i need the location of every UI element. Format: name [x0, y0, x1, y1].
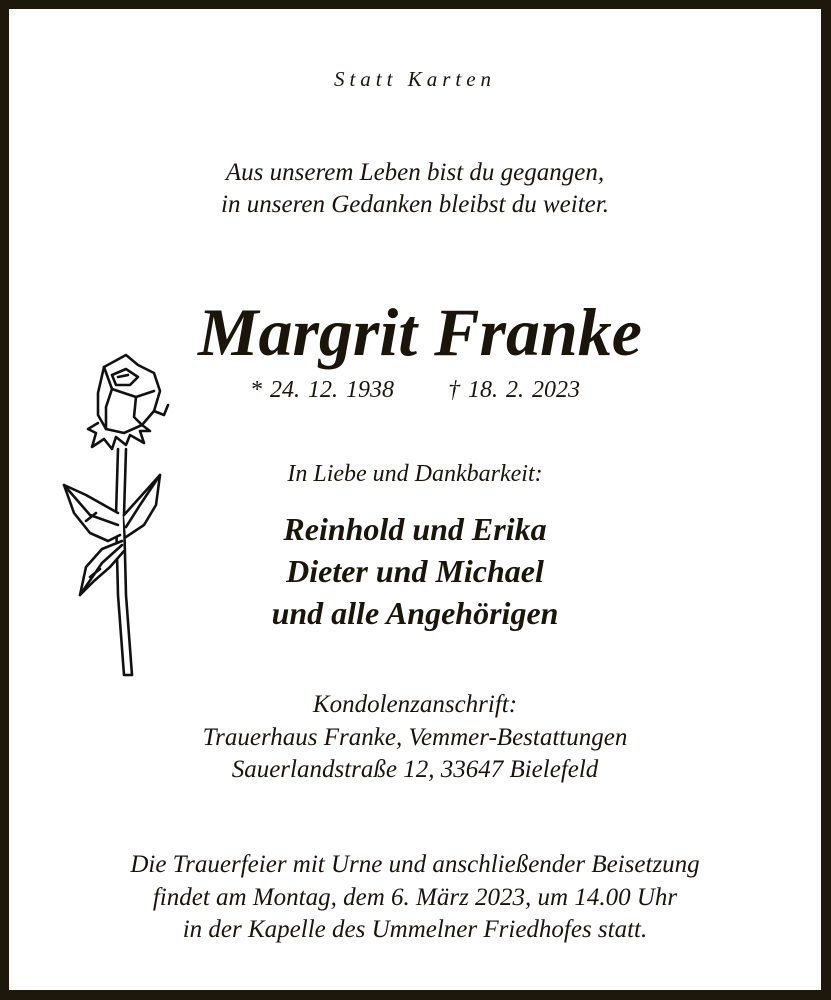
- address-label: Kondolenzanschrift:: [312, 691, 518, 718]
- ceremony-line: Die Trauerfeier mit Urne und anschließender Beisetzung: [130, 851, 700, 878]
- thanks-label: In Liebe und Dankbarkeit:: [287, 461, 543, 487]
- family-line: Dieter und Michael: [286, 553, 544, 589]
- notice-heading: Statt Karten: [333, 67, 497, 91]
- address-line: Trauerhaus Franke, Vemmer-Bestattungen: [202, 723, 628, 751]
- address-line: Sauerlandstraße 12, 33647 Bielefeld: [231, 756, 599, 783]
- memorial-quote: [9, 157, 821, 221]
- quote-line: in unseren Gedanken bleibst du weiter.: [221, 191, 609, 218]
- condolence-address: [9, 689, 821, 787]
- deceased-name: Margrit Franke: [198, 294, 642, 370]
- birth-date: * 24. 12. 1938: [250, 377, 394, 403]
- ceremony-line: in der Kapelle des Ummelner Friedhofes statt.: [182, 916, 648, 943]
- obituary-notice: [9, 9, 821, 990]
- rose-icon: [46, 345, 181, 685]
- ceremony-details: [9, 849, 821, 947]
- ceremony-line: findet am Montag, dem 6. März 2023, um 14.00 Uhr: [152, 883, 678, 911]
- quote-line: Aus unserem Leben bist du gegangen,: [225, 159, 605, 186]
- family-line: Reinhold und Erika: [283, 511, 547, 547]
- death-date: † 18. 2. 2023: [448, 377, 580, 403]
- family-line: und alle Angehörigen: [271, 595, 559, 631]
